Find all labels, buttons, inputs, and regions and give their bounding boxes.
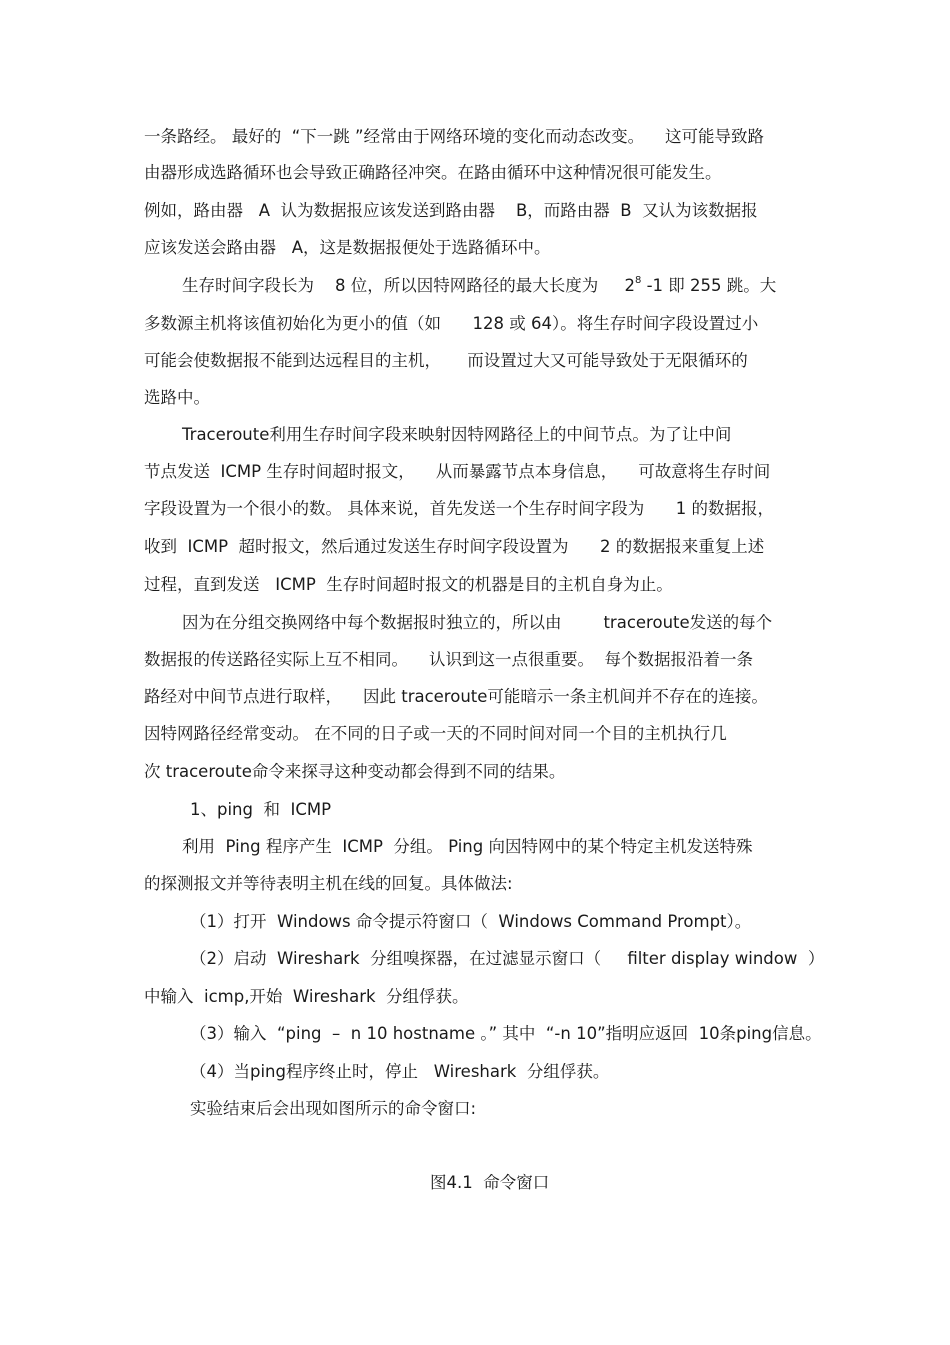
text-line: 因为在分组交换网络中每个数据报时独立的，所以由 traceroute发送的每个 bbox=[182, 613, 773, 632]
text-line: 路经对中间节点进行取样， 因此 traceroute可能暗示一条主机间并不存在的连接。 bbox=[144, 687, 768, 706]
text-line: 次 traceroute命令来探寻这种变动都会得到不同的结果。 bbox=[144, 762, 566, 781]
superscript: 8 bbox=[634, 275, 642, 286]
section-heading: 1、ping 和 ICMP bbox=[190, 800, 332, 819]
text-line: 一条路经。 最好的 “下一跳 ”经常由于网络环境的变化而动态改变。 这可能导致路 bbox=[144, 127, 765, 146]
text-segment: -1 即 255 跳。大 bbox=[641, 276, 777, 295]
text-segment: 生存时间字段长为 8 位，所以因特网路径的最大长度为 2 bbox=[182, 276, 635, 295]
figure-caption: 图4.1 命令窗口 bbox=[430, 1173, 550, 1192]
step-item: （4）当ping程序终止时，停止 Wireshark 分组俘获。 bbox=[190, 1062, 610, 1081]
text-line bbox=[182, 275, 776, 297]
text-line: 的探测报文并等待表明主机在线的回复。具体做法: bbox=[144, 874, 513, 893]
step-item: （2）启动 Wireshark 分组嗅探器，在过滤显示窗口（ filter display window ） bbox=[190, 949, 825, 968]
step-item: （1）打开 Windows 命令提示符窗口（ Windows Command Prompt）。 bbox=[190, 912, 752, 931]
text-line: 实验结束后会出现如图所示的命令窗口: bbox=[190, 1099, 477, 1118]
text-line: 字段设置为一个很小的数。 具体来说，首先发送一个生存时间字段为 1 的数据报， bbox=[144, 499, 774, 518]
step-item: （3）输入 “ping – n 10 hostname 。” 其中 “-n 10”指明应返回 10条ping信息。 bbox=[190, 1024, 822, 1043]
text-line: 因特网路径经常变动。 在不同的日子或一天的不同时间对同一个目的主机执行几 bbox=[144, 724, 727, 743]
text-line: 利用 Ping 程序产生 ICMP 分组。 Ping 向因特网中的某个特定主机发送特殊 bbox=[182, 837, 753, 856]
text-line: 例如，路由器 A 认为数据报应该发送到路由器 B，而路由器 B 又认为该数据报 bbox=[144, 201, 758, 220]
text-line: 可能会使数据报不能到达远程目的主机， 而设置过大又可能导致处于无限循环的 bbox=[144, 351, 748, 370]
text-line: 节点发送 ICMP 生存时间超时报文， 从而暴露节点本身信息， 可故意将生存时间 bbox=[144, 462, 771, 481]
text-line: 收到 ICMP 超时报文，然后通过发送生存时间字段设置为 2 的数据报来重复上述 bbox=[144, 537, 765, 556]
text-line: 数据报的传送路径实际上互不相同。 认识到这一点很重要。 每个数据报沿着一条 bbox=[144, 650, 753, 669]
text-line: 选路中。 bbox=[144, 388, 210, 407]
text-line: 应该发送会路由器 A，这是数据报便处于选路循环中。 bbox=[144, 238, 551, 257]
step-item: 中输入 icmp,开始 Wireshark 分组俘获。 bbox=[144, 987, 469, 1006]
text-line: 由器形成选路循环也会导致正确路径冲突。在路由循环中这种情况很可能发生。 bbox=[144, 163, 722, 182]
text-line: 多数源主机将该值初始化为更小的值（如 128 或 64）。将生存时间字段设置过小 bbox=[144, 314, 759, 333]
text-line: Traceroute利用生存时间字段来映射因特网路径上的中间节点。为了让中间 bbox=[182, 425, 732, 444]
text-line: 过程，直到发送 ICMP 生存时间超时报文的机器是目的主机自身为止。 bbox=[144, 575, 673, 594]
